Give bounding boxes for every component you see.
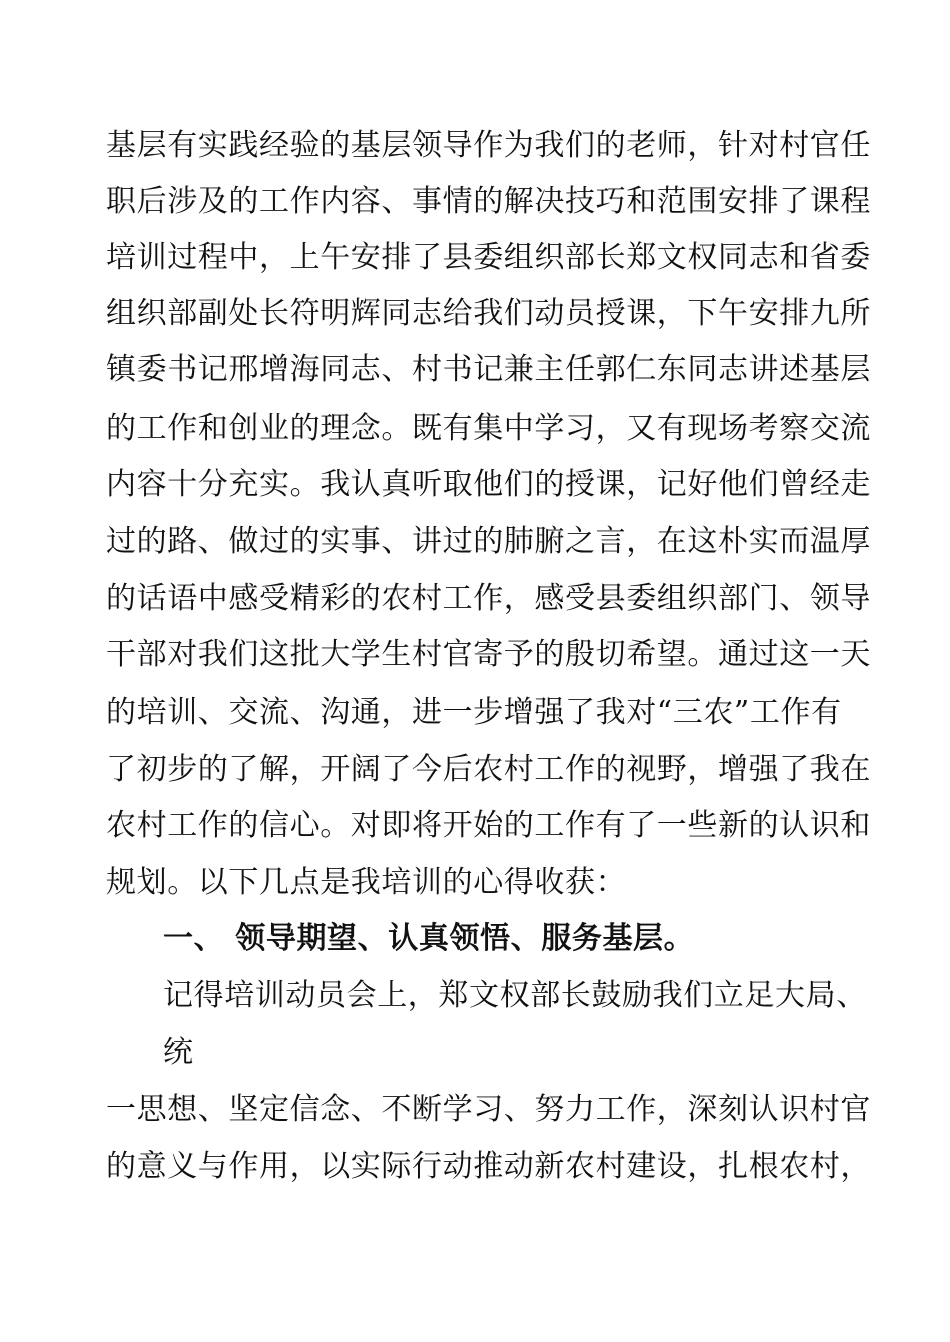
body-text-line: 内容十分充实。我认真听取他们的授课，记好他们曾经走: [106, 467, 871, 502]
body-text-line: 的工作和创业的理念。既有集中学习，又有现场考察交流: [106, 411, 871, 446]
body-text-line: 基层有实践经验的基层领导作为我们的老师，针对村官任: [106, 128, 871, 163]
body-text-line: 的话语中感受精彩的农村工作，感受县委组织部门、领导: [106, 581, 871, 616]
body-text-line: 干部对我们这批大学生村官寄予的殷切希望。通过这一天: [106, 637, 871, 672]
body-text-line: 镇委书记邢增海同志、村书记兼主任郭仁东同志讲述基层: [106, 352, 871, 387]
body-text-line: 培训过程中，上午安排了县委组织部长郑文权同志和省委: [106, 240, 871, 275]
body-text-line: 过的路、做过的实事、讲过的肺腑之言，在这朴实而温厚: [106, 524, 871, 559]
section-heading: 一、 领导期望、认真领悟、服务基层。: [163, 921, 695, 956]
body-text-line: 统: [163, 1035, 194, 1070]
paragraph-first-line: 记得培训动员会上，郑文权部长鼓励我们立足大局、: [163, 978, 867, 1013]
body-text-line: 的意义与作用，以实际行动推动新农村建设，扎根农村，: [106, 1149, 871, 1184]
body-text-line: 农村工作的信心。对即将开始的工作有了一些新的认识和: [106, 808, 871, 843]
body-text-line: 一思想、坚定信念、不断学习、努力工作，深刻认识村官: [106, 1092, 871, 1127]
body-text-line: 的培训、交流、沟通，进一步增强了我对“三农”工作有: [106, 695, 842, 730]
body-text-line: 组织部副处长符明辉同志给我们动员授课，下午安排九所: [106, 296, 871, 331]
body-text-line: 了初步的了解，开阔了今后农村工作的视野，增强了我在: [106, 752, 871, 787]
body-text-line: 规划。以下几点是我培训的心得收获：: [106, 865, 627, 900]
body-text-line: 职后涉及的工作内容、事情的解决技巧和范围安排了课程: [106, 184, 871, 219]
